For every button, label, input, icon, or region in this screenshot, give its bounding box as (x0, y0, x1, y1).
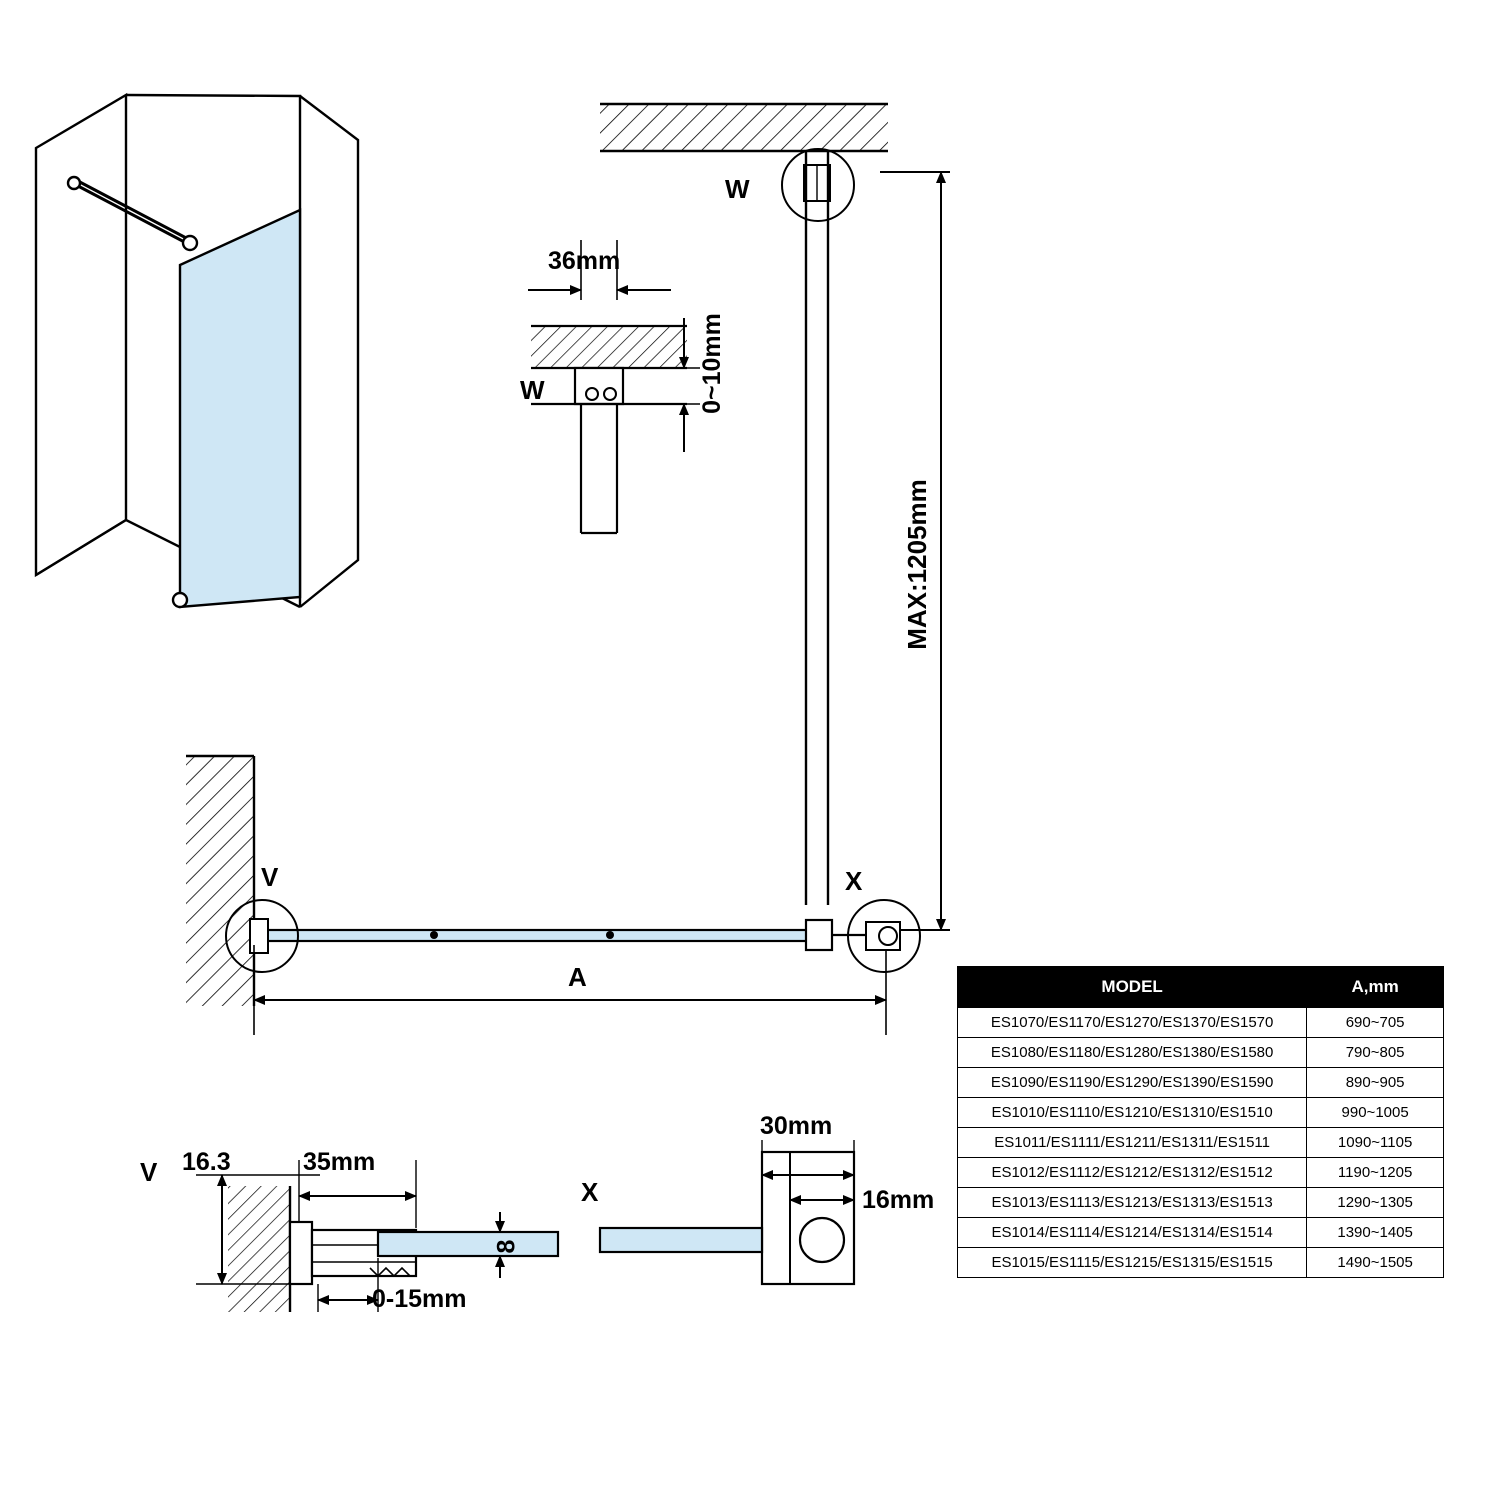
table-row (958, 1218, 1444, 1248)
table-body (958, 1008, 1444, 1278)
table-row (958, 1008, 1444, 1038)
label-w-mid: W (520, 375, 545, 405)
cell-a: 890~905 (1307, 1068, 1444, 1098)
cell-a: 790~805 (1307, 1038, 1444, 1068)
table-header-amm: A,mm (1307, 967, 1444, 1008)
cell-a: 1090~1105 (1307, 1128, 1444, 1158)
label-v-plan: V (261, 862, 279, 892)
ceiling-bracket-callout (782, 149, 854, 221)
label-x-plan: X (845, 866, 863, 896)
perspective-view (36, 95, 358, 607)
ceiling-hatch-top (600, 104, 888, 151)
cell-model: ES1013/ES1113/ES1213/ES1313/ES1513 (958, 1188, 1307, 1218)
cell-a: 690~705 (1307, 1008, 1444, 1038)
x-detail (600, 1140, 854, 1284)
table-header-model: MODEL (958, 967, 1307, 1008)
dim-16-3: 16.3 (182, 1148, 231, 1176)
cell-a: 990~1005 (1307, 1098, 1444, 1128)
dim-a-label: A (568, 962, 587, 992)
table-row (958, 1188, 1444, 1218)
cell-a: 1190~1205 (1307, 1158, 1444, 1188)
dim-35mm: 35mm (303, 1148, 376, 1176)
plan-view (186, 756, 920, 1035)
table-row (958, 1248, 1444, 1278)
cell-model: ES1080/ES1180/ES1280/ES1380/ES1580 (958, 1038, 1307, 1068)
dim-36mm: 36mm (548, 247, 621, 275)
vertical-support-bar (806, 150, 828, 905)
cell-model: ES1014/ES1114/ES1214/ES1314/ES1514 (958, 1218, 1307, 1248)
table-row (958, 1098, 1444, 1128)
cell-model: ES1012/ES1112/ES1212/ES1312/ES1512 (958, 1158, 1307, 1188)
cell-a: 1490~1505 (1307, 1248, 1444, 1278)
dim-0-10mm: 0~10mm (697, 313, 726, 414)
label-w-top: W (725, 174, 750, 204)
dim-max-height-label: MAX:1205mm (901, 479, 932, 650)
wall-bracket-detail (528, 240, 700, 533)
cell-model: ES1070/ES1170/ES1270/ES1370/ES1570 (958, 1008, 1307, 1038)
table-row (958, 1038, 1444, 1068)
cell-model: ES1015/ES1115/ES1215/ES1315/ES1515 (958, 1248, 1307, 1278)
cell-model: ES1090/ES1190/ES1290/ES1390/ES1590 (958, 1068, 1307, 1098)
label-x-detail: X (581, 1177, 599, 1207)
label-v-detail: V (140, 1157, 158, 1187)
model-spec-table (957, 966, 1444, 1278)
cell-a: 1390~1405 (1307, 1218, 1444, 1248)
dim-0-15mm: 0-15mm (372, 1285, 467, 1313)
table-row (958, 1128, 1444, 1158)
dim-8: 8 (492, 1239, 521, 1254)
dim-16mm: 16mm (862, 1186, 935, 1214)
table-row (958, 1158, 1444, 1188)
dim-30mm: 30mm (760, 1112, 833, 1140)
cell-model: ES1010/ES1110/ES1210/ES1310/ES1510 (958, 1098, 1307, 1128)
cell-model: ES1011/ES1111/ES1211/ES1311/ES1511 (958, 1128, 1307, 1158)
table-row (958, 1068, 1444, 1098)
table-header-row (958, 967, 1444, 1008)
cell-a: 1290~1305 (1307, 1188, 1444, 1218)
